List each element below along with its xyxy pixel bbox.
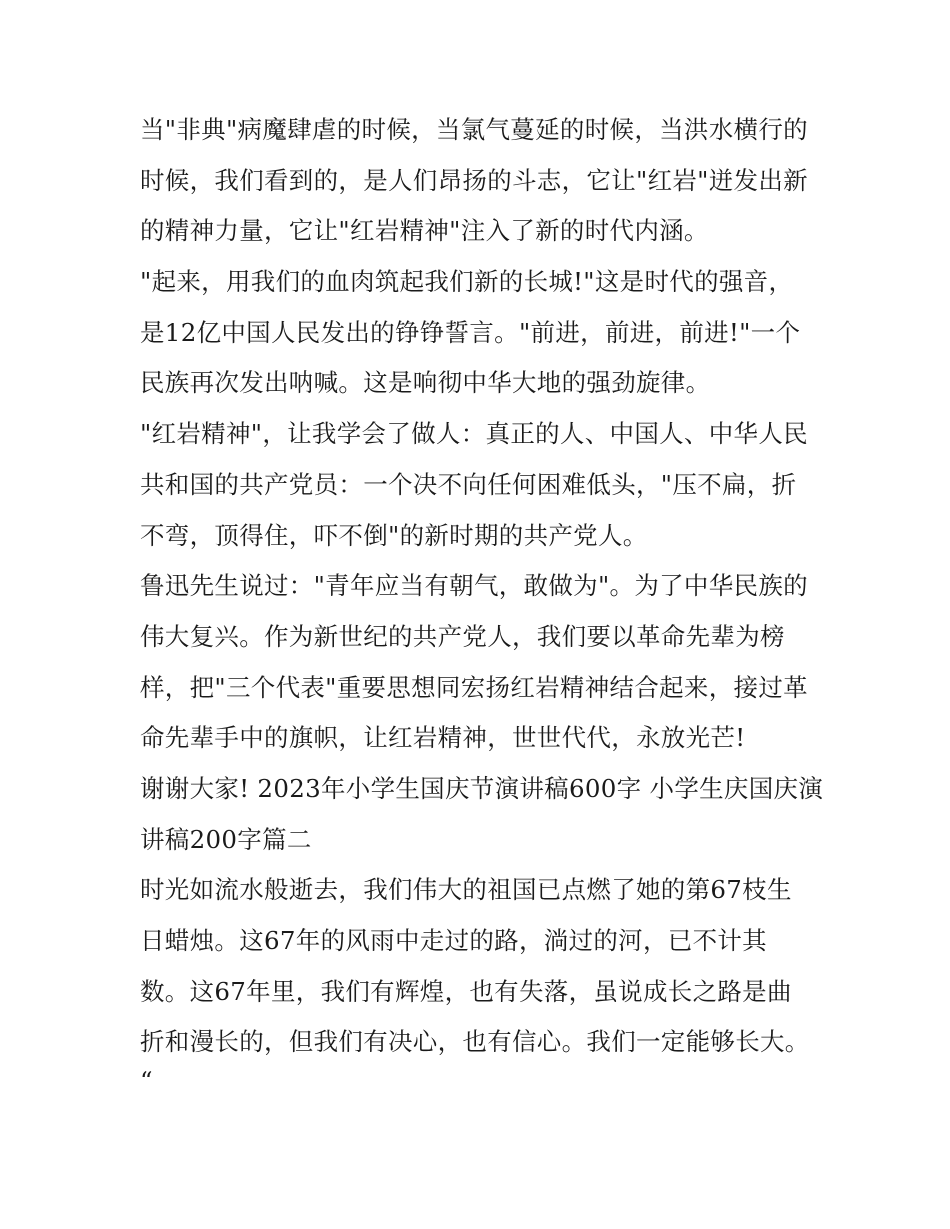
text-line: 的精神力量，它让"红岩精神"注入了新的时代内涵。 bbox=[140, 216, 709, 246]
text-line: 时候，我们看到的，是人们昂扬的斗志，它让"红岩"迸发出新 bbox=[140, 165, 808, 195]
text-line: 讲稿200字篇二 bbox=[140, 824, 312, 854]
text-line: 命先辈手中的旗帜，让红岩精神，世世代代，永放光芒! bbox=[140, 723, 746, 753]
text-line: 民族再次发出呐喊。这是响彻中华大地的强劲旋律。 bbox=[140, 368, 711, 398]
body-text bbox=[140, 105, 824, 1096]
text-line: “ bbox=[140, 1066, 153, 1096]
text-line: 是12亿中国人民发出的铮铮誓言。"前进，前进，前进!"一个 bbox=[140, 317, 801, 347]
text-line: 折和漫长的，但我们有决心，也有信心。我们一定能够长大。 bbox=[140, 1027, 810, 1057]
text-line: "红岩精神"，让我学会了做人：真正的人、中国人、中华人民 bbox=[140, 419, 808, 449]
text-line: "起来，用我们的血肉筑起我们新的长城!"这是时代的强音， bbox=[140, 267, 794, 297]
text-line: 样，把"三个代表"重要思想同宏扬红岩精神结合起来，接过革 bbox=[140, 672, 808, 702]
text-line: 伟大复兴。作为新世纪的共产党人，我们要以革命先辈为榜 bbox=[140, 621, 785, 651]
text-line: 共和国的共产党员：一个决不向任何困难低头，"压不扁，折 bbox=[140, 469, 797, 499]
text-line: 数。这67年里，我们有辉煌，也有失落，虽说成长之路是曲 bbox=[140, 976, 792, 1006]
text-line: 谢谢大家! 2023年小学生国庆节演讲稿600字 小学生庆国庆演 bbox=[140, 773, 824, 803]
text-line: 日蜡烛。这67年的风雨中走过的路，淌过的河，已不计其 bbox=[140, 926, 767, 955]
text-line: 时光如流水般逝去，我们伟大的祖国已点燃了她的第67枝生 bbox=[140, 875, 792, 905]
text-line: 不弯，顶得住，吓不倒"的新时期的共产党人。 bbox=[140, 520, 648, 550]
text-line: 当"非典"病魔肆虐的时候，当氯气蔓延的时候，当洪水横行的 bbox=[140, 115, 808, 144]
text-line: 鲁迅先生说过："青年应当有朝气，敢做为"。为了中华民族的 bbox=[140, 571, 808, 601]
